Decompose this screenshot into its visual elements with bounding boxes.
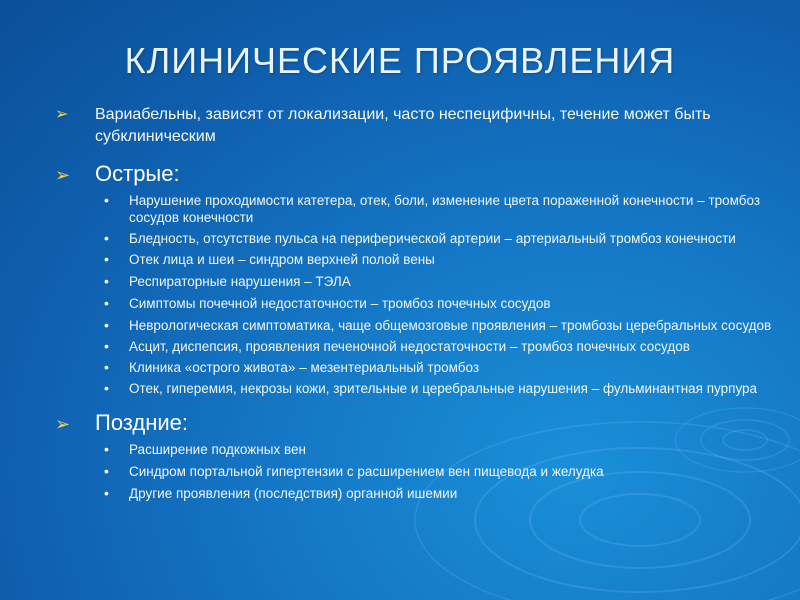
bullet-dot-icon: • [104, 317, 109, 333]
list-item [55, 192, 775, 226]
list-item [55, 380, 775, 397]
list-item [55, 273, 775, 290]
list-item-text: Бледность, отсутствие пульса на периферической артерии – артериальный тромбоз конечности [129, 231, 736, 246]
intro-bullet [55, 104, 775, 148]
section-acute-heading [55, 160, 775, 188]
section-heading-text: Острые: [95, 161, 180, 186]
bullet-dot-icon: • [104, 441, 109, 457]
bullet-dot-icon: • [104, 338, 109, 354]
list-item-text: Клиника «острого живота» – мезентериальный тромбоз [129, 360, 480, 375]
list-item-text: Нарушение проходимости катетера, отек, боли, изменение цвета пораженной конечности – тромбоз сосудов конечности [129, 193, 761, 225]
arrow-bullet-icon: ➢ [55, 165, 71, 185]
bullet-dot-icon: • [104, 359, 109, 375]
slide-content [55, 104, 775, 502]
bullet-dot-icon: • [104, 485, 109, 501]
slide-title: КЛИНИЧЕСКИЕ ПРОЯВЛЕНИЯ [124, 40, 676, 81]
list-item-text: Расширение подкожных вен [129, 442, 306, 457]
bullet-dot-icon: • [104, 251, 109, 267]
list-item [55, 251, 775, 268]
list-item-text: Асцит, диспепсия, проявления печеночной недостаточности – тромбоз почечных сосудов [129, 339, 690, 354]
section-heading-text: Поздние: [95, 410, 189, 435]
bullet-dot-icon: • [104, 273, 109, 289]
list-item [55, 441, 775, 458]
list-item [55, 463, 775, 480]
list-item-text: Другие проявления (последствия) органной ишемии [129, 486, 458, 501]
bullet-dot-icon: • [104, 380, 109, 396]
list-item [55, 317, 775, 334]
list-item-text: Отек лица и шеи – синдром верхней полой вены [129, 252, 435, 267]
list-item [55, 295, 775, 312]
list-item-text: Респираторные нарушения – ТЭЛА [129, 274, 351, 289]
bullet-dot-icon: • [104, 230, 109, 246]
acute-list [55, 192, 775, 397]
list-item [55, 230, 775, 247]
bullet-dot-icon: • [104, 192, 109, 208]
list-item [55, 485, 775, 502]
list-item-text: Симптомы почечной недостаточности – тромбоз почечных сосудов [129, 296, 551, 311]
list-item-text: Неврологическая симптоматика, чаще общемозговые проявления – тромбозы церебральных сосудов [129, 318, 772, 333]
intro-text: Вариабельны, зависят от локализации, часто неспецифичны, течение может быть субклиническим [95, 106, 711, 145]
late-list [55, 441, 775, 502]
bullet-dot-icon: • [104, 295, 109, 311]
arrow-bullet-icon: ➢ [55, 106, 69, 123]
list-item-text: Синдром портальной гипертензии с расширением вен пищевода и желудка [129, 464, 604, 479]
list-item-text: Отек, гиперемия, некрозы кожи, зрительные и церебральные нарушения – фульминантная пурпура [129, 381, 758, 396]
arrow-bullet-icon: ➢ [55, 414, 71, 434]
bullet-dot-icon: • [104, 463, 109, 479]
list-item [55, 338, 775, 355]
section-late-heading [55, 409, 775, 437]
list-item [55, 359, 775, 376]
